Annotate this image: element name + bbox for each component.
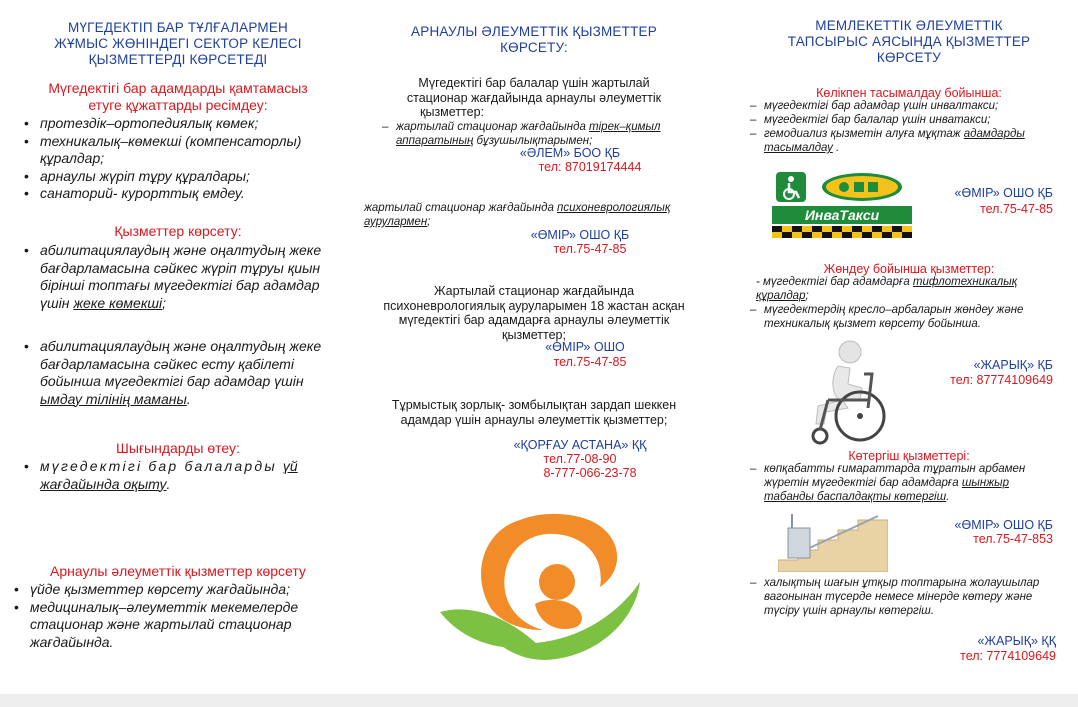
list-item: [748, 462, 1048, 504]
repair-org: «ЖАРЫҚ» ҚБ: [973, 358, 1053, 372]
list-item: [18, 338, 328, 408]
repair-item1-end: ;: [805, 290, 809, 302]
list-item: [380, 120, 700, 148]
list-item: • техникалық–көмекші (компенсаторлы) құралдар;: [18, 133, 338, 168]
block1-item-end: бұзушылықтарымен;: [473, 135, 593, 147]
column-left: [18, 0, 338, 694]
service1-end: ;: [162, 294, 167, 311]
taxi-label: ИнваТакси: [804, 207, 880, 223]
transport-item3-link: адамдарды тасымалдау: [764, 128, 1025, 154]
list-item: • медициналық–әлеуметтік мекемелерде стационар және жартылай стационар жағдайында.: [8, 599, 333, 652]
block3-line4: қызметтер;: [501, 327, 566, 342]
taxi-checker: [854, 182, 864, 192]
list-item: – мүгедектігі бар балалар үшін инватакси;: [748, 113, 1070, 127]
col3-title-line2: ТАПСЫРЫС АЯСЫНДА ҚЫЗМЕТТЕР: [787, 34, 1031, 49]
wheel-small: [813, 429, 827, 443]
list-item: [18, 242, 328, 312]
block4-line1: Тұрмыстық зорлық- зомбылықтан зардап шеккен: [391, 398, 677, 412]
invataxi-logo: [762, 166, 922, 242]
block3-tel: тел.75-47-85: [553, 355, 627, 369]
special-services-list: [8, 581, 333, 651]
special-services-heading: Арнаулы әлеуметтік қызметтер көрсету: [50, 563, 306, 579]
transport-item3-text: гемодиализ қызметін алуға мұқтаж: [764, 128, 964, 140]
col2-title-line1: АРНАУЛЫ ӘЛЕУМЕТТІК ҚЫЗМЕТТЕР: [411, 24, 657, 39]
list-item: – мүгедектігі бар адамдар үшін инвалтакси;: [748, 99, 1070, 113]
list-item: – халықтың шағын ұтқыр топтарына жолаушылар вагонынан түсерде немесе мінерде көтеру және түсіру үшін арнаулы көтергіш.: [748, 576, 1048, 618]
block4-tel2: 8-777-066-23-78: [543, 466, 637, 480]
block4-tel1: тел.77-08-90: [543, 452, 617, 466]
block3-text: [360, 284, 708, 342]
column-right: [748, 0, 1070, 694]
leaf-left: [440, 609, 540, 648]
block2-text-pre: жартылай стационар жағдайында: [364, 202, 558, 214]
block1-org: «ӘЛЕМ» БОО ҚБ: [519, 146, 621, 160]
lift-heading: Көтергіш қызметтері:: [848, 449, 970, 463]
lift-item1-end: .: [946, 491, 950, 503]
block3-line3: мүгедектігі бар адамдарға арнаулы әлеуметтік: [398, 313, 670, 327]
lift-item1-text: көпқабатты ғимараттарда тұратын арбамен жүретін мүгедектігі бар адамдарға: [764, 463, 1026, 489]
list-item: [18, 458, 328, 493]
col3-title: [748, 18, 1070, 66]
lift-platform: [788, 528, 810, 558]
block1-item-link: тірек–қимыл аппаратының: [396, 121, 661, 147]
block1-text: [360, 76, 708, 120]
block4-line2: адамдар үшін арнаулы әлеуметтік қызметтер;: [400, 412, 668, 427]
list-item: • протездік–ортопедиялық көмек;: [18, 115, 338, 133]
block1-list: [380, 120, 700, 148]
col2-title-line2: КӨРСЕТУ:: [500, 40, 568, 55]
list-item: – мүгедектердің кресло–арбаларын жөндеу және техникалық қызмет көрсету бойынша.: [748, 303, 1070, 331]
block1-line1: Мүгедектігі бар балалар үшін жартылай: [418, 76, 650, 90]
lift-tel: тел.75-47-853: [973, 532, 1053, 546]
block4-text: [360, 398, 708, 427]
col1-title-line1: МҮГЕДЕКТІП БАР ТҰЛҒАЛАРМЕН: [68, 20, 288, 35]
taxi-checker: [868, 182, 878, 192]
docs-heading-line1: Мүгедектігі бар адамдарды қамтамасыз: [48, 80, 308, 96]
transport-org: «ӨМІР» ОШО ҚБ: [954, 186, 1053, 200]
block2-text: [364, 201, 708, 229]
service1-link: жеке көмекші: [73, 294, 163, 311]
list-item: [748, 127, 1070, 155]
block2-link: психоневрологиялық аурулармен: [364, 202, 671, 228]
block1-line2: стационар жағдайында арнаулы әлеуметтік: [406, 90, 662, 105]
block2-org: «ӨМІР» ОШО ҚБ: [530, 228, 630, 242]
costs-heading: Шығындарды өтеу:: [116, 440, 240, 456]
costs-text: мүгедектігі бар балаларды: [40, 458, 283, 474]
figure-head: [839, 341, 861, 363]
costs-link: үй жағдайында оқыту: [40, 458, 298, 492]
list-item: • санаторий- курорттық емдеу.: [18, 185, 338, 203]
transport-item3-end: .: [832, 142, 840, 154]
child-body: [535, 600, 582, 629]
taxi-checker-band: [772, 226, 912, 238]
repair-item1-link: тифлотехникалық құралдар: [756, 276, 1018, 302]
docs-heading-line2: етуге құжаттарды ресімдеу:: [88, 97, 268, 113]
column-middle: [360, 0, 708, 694]
costs-end: .: [166, 475, 173, 492]
block3-line1: Жартылай стационар жағдайында: [433, 284, 635, 298]
taxi-sign-dot: [839, 182, 849, 192]
service2-text: абилитациялаудың және оңалтудың жеке бағдарламасына сәйкес есту қабілеті бойынша мүгедектігі бар адамдар үшін: [40, 338, 322, 389]
child-head: [539, 564, 575, 600]
transport-tel: тел.75-47-85: [980, 202, 1053, 216]
repair-item1-text: - мүгедектігі бар адамдарға: [756, 276, 913, 288]
col1-title-line3: ҚЫЗМЕТТЕРДІ КӨРСЕТЕДІ: [88, 52, 268, 67]
repair-tel: тел: 87774109649: [950, 373, 1053, 387]
bottom-margin: [0, 694, 1078, 707]
repair-list: [748, 303, 1070, 331]
col1-docs-heading: [18, 80, 338, 114]
block1-item-text: жартылай стационар жағдайында: [396, 121, 590, 133]
lift-item1-link: шынжыр табанды баспалдақты көтергіш: [764, 477, 1009, 503]
repair-item1: [756, 275, 1070, 303]
transport-heading: Көлікпен тасымалдау бойынша:: [816, 86, 1002, 100]
block4-org: «ҚОРҒАУ АСТАНА» ҚҚ: [513, 438, 647, 452]
mother-child-logo: [435, 512, 655, 662]
col3-title-line3: КӨРСЕТУ: [876, 50, 942, 65]
block2-tel: тел.75-47-85: [553, 242, 627, 256]
services-list: [18, 242, 328, 408]
service1-text: абилитациялаудың және оңалтудың жеке бағдарламасына сәйкес жүріп тұруы қиын бірінші топтағы мүгедектігі бар адамдар үшін: [40, 242, 322, 311]
block3-org: «ӨМІР» ОШО: [545, 340, 625, 354]
block3-line2: психоневрологиялық ауруларымен 18 жастан асқан: [383, 298, 685, 313]
block1-tel: тел: 87019174444: [538, 160, 642, 174]
wheelchair-icon-head: [788, 176, 794, 182]
transport-list: [748, 99, 1070, 155]
costs-list: [18, 458, 328, 493]
lift-org: «ӨМІР» ОШО ҚБ: [954, 518, 1053, 532]
block2-end: ;: [427, 216, 431, 228]
lift2-tel: тел: 7774109649: [960, 649, 1056, 663]
services-heading: Қызметтер көрсету:: [114, 223, 242, 239]
col2-title: [360, 24, 708, 56]
service2-link: ымдау тілінің маманы: [40, 390, 187, 407]
wheel-hub: [857, 413, 863, 419]
docs-list: [18, 115, 338, 203]
service2-end: .: [186, 390, 191, 407]
repair-heading: Жөндеу бойынша қызметтер:: [823, 262, 995, 276]
lift-list-2: [748, 576, 1048, 618]
list-item: • үйде қызметтер көрсету жағдайында;: [8, 581, 333, 599]
lift-list: [748, 462, 1048, 504]
col1-title-line2: ЖҰМЫС ЖӨНІНДЕГІ СЕКТОР КЕЛЕСІ: [54, 36, 302, 51]
stair-lift-image: [778, 508, 888, 572]
col3-title-line1: МЕМЛЕКЕТТІК ӘЛЕУМЕТТІК: [815, 18, 1003, 33]
block1-line3: қызметтер:: [420, 105, 485, 119]
col1-title: [18, 20, 338, 68]
wheelchair-image: [798, 338, 893, 446]
list-item: • арнаулы жүріп тұру құралдары;: [18, 168, 338, 186]
lift2-org: «ЖАРЫҚ» ҚҚ: [977, 634, 1056, 648]
figure-legs: [816, 400, 848, 424]
